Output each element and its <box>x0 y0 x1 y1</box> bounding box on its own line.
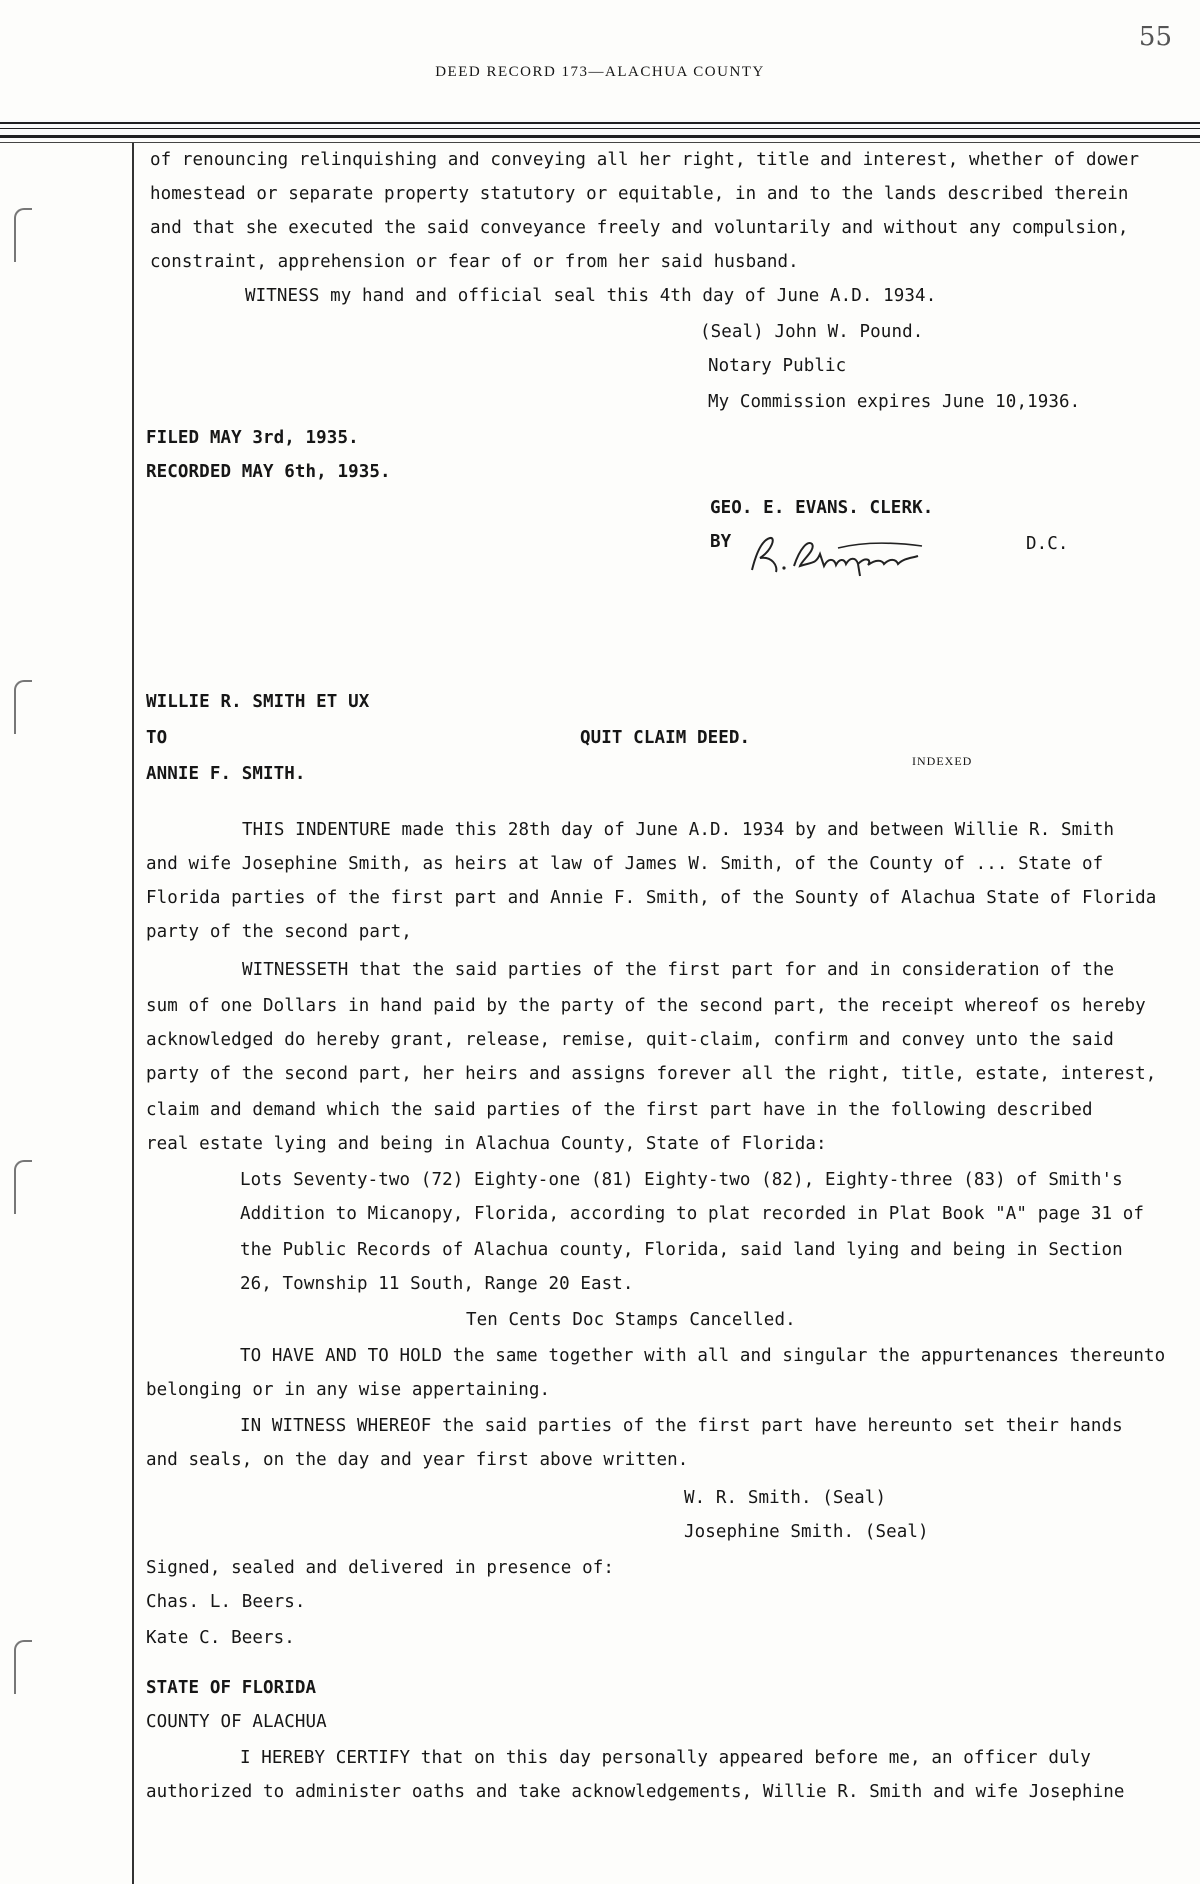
text-line: Josephine Smith. (Seal) <box>684 1522 929 1542</box>
text-line: FILED MAY 3rd, 1935. <box>146 428 359 448</box>
text-line: 26, Township 11 South, Range 20 East. <box>240 1274 634 1294</box>
text-line: BY <box>710 532 732 552</box>
text-line: GEO. E. EVANS. CLERK. <box>710 498 934 518</box>
text-line: homestead or separate property statutory or equitable, in and to the lands described therein <box>150 184 1129 204</box>
text-line: WITNESSETH that the said parties of the first part for and in consideration of the <box>242 960 1115 980</box>
header-rule <box>0 135 1200 138</box>
binder-ring-mark <box>14 1160 32 1214</box>
text-line: QUIT CLAIM DEED. <box>580 728 751 748</box>
text-line: and wife Josephine Smith, as heirs at law of James W. Smith, of the County of ... State of <box>146 854 1104 874</box>
text-line: W. R. Smith. (Seal) <box>684 1488 887 1508</box>
text-line: Kate C. Beers. <box>146 1628 295 1648</box>
text-line: Signed, sealed and delivered in presence of: <box>146 1558 614 1578</box>
text-line: IN WITNESS WHEREOF the said parties of the first part have hereunto set their hands <box>240 1416 1123 1436</box>
text-line: WITNESS my hand and official seal this 4th day of June A.D. 1934. <box>245 286 937 306</box>
text-line: belonging or in any wise appertaining. <box>146 1380 551 1400</box>
text-line: STATE OF FLORIDA <box>146 1678 317 1698</box>
text-line: My Commission expires June 10,1936. <box>708 392 1081 412</box>
text-line: Ten Cents Doc Stamps Cancelled. <box>466 1310 796 1330</box>
text-line: sum of one Dollars in hand paid by the party of the second part, the receipt whereof os hereby <box>146 996 1146 1016</box>
text-line: party of the second part, <box>146 922 412 942</box>
text-line: the Public Records of Alachua county, Florida, said land lying and being in Section <box>240 1240 1123 1260</box>
binder-ring-mark <box>14 208 32 262</box>
text-line: WILLIE R. SMITH ET UX <box>146 692 370 712</box>
text-line: of renouncing relinquishing and conveying all her right, title and interest, whether of dower <box>150 150 1140 170</box>
text-line: Florida parties of the first part and Annie F. Smith, of the Sounty of Alachua State of Florida <box>146 888 1157 908</box>
text-line: Lots Seventy-two (72) Eighty-one (81) Eighty-two (82), Eighty-three (83) of Smith's <box>240 1170 1123 1190</box>
text-line: TO <box>146 728 168 748</box>
text-line: authorized to administer oaths and take acknowledgements, Willie R. Smith and wife Josephine <box>146 1782 1125 1802</box>
text-line: and that she executed the said conveyance freely and voluntarily and without any compulsion, <box>150 218 1129 238</box>
text-line: Addition to Micanopy, Florida, according to plat recorded in Plat Book "A" page 31 of <box>240 1204 1145 1224</box>
text-line: (Seal) John W. Pound. <box>700 322 924 342</box>
margin-line <box>132 143 134 1884</box>
header-rule <box>0 128 1200 129</box>
text-line: I HEREBY CERTIFY that on this day personally appeared before me, an officer duly <box>240 1748 1091 1768</box>
page-number: 55 <box>1138 22 1172 52</box>
text-line: Chas. L. Beers. <box>146 1592 306 1612</box>
text-line: acknowledged do hereby grant, release, remise, quit-claim, confirm and convey unto the said <box>146 1030 1114 1050</box>
text-line: RECORDED MAY 6th, 1935. <box>146 462 391 482</box>
text-line: COUNTY OF ALACHUA <box>146 1712 327 1732</box>
text-line: TO HAVE AND TO HOLD the same together with all and singular the appurtenances thereunto <box>240 1346 1166 1366</box>
clerk-signature <box>742 532 942 580</box>
running-header: DEED RECORD 173—ALACHUA COUNTY <box>435 64 765 80</box>
text-line: and seals, on the day and year first above written. <box>146 1450 689 1470</box>
text-line: party of the second part, her heirs and assigns forever all the right, title, estate, interest, <box>146 1064 1157 1084</box>
text-line: constraint, apprehension or fear of or from her said husband. <box>150 252 799 272</box>
header-rule <box>0 122 1200 124</box>
binder-ring-mark <box>14 1640 32 1694</box>
indexed-stamp: INDEXED <box>912 754 973 768</box>
text-line: THIS INDENTURE made this 28th day of June A.D. 1934 by and between Willie R. Smith <box>242 820 1115 840</box>
text-line: claim and demand which the said parties of the first part have in the following described <box>146 1100 1093 1120</box>
header-rule <box>0 142 1200 143</box>
text-line: ANNIE F. SMITH. <box>146 764 306 784</box>
text-line: D.C. <box>1026 534 1069 554</box>
text-line: real estate lying and being in Alachua County, State of Florida: <box>146 1134 827 1154</box>
binder-ring-mark <box>14 680 32 734</box>
text-line: Notary Public <box>708 356 847 376</box>
